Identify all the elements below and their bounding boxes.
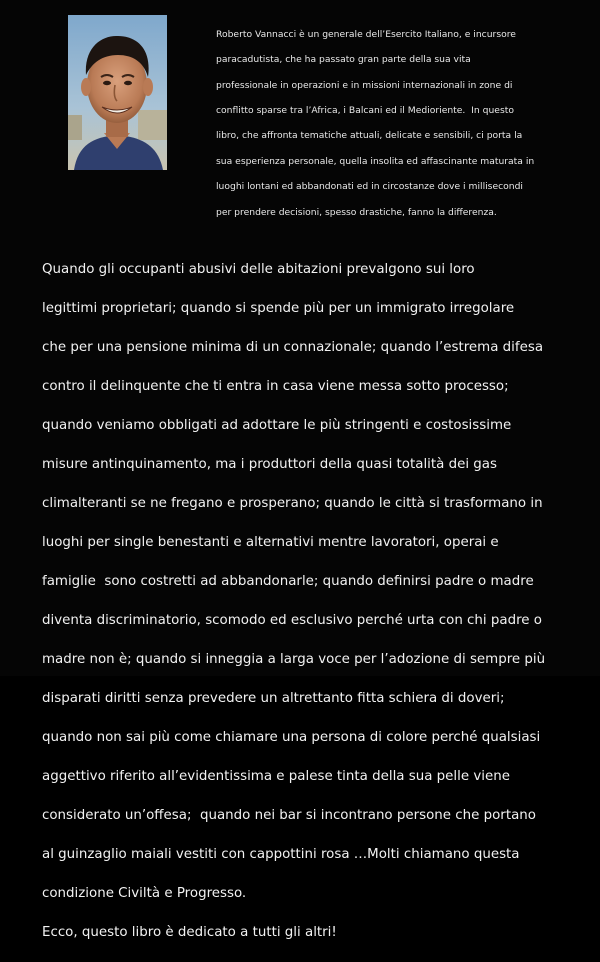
bio-line: libro, che affronta tematiche attuali, delicate e sensibili, ci porta la: [216, 130, 523, 142]
dedication-line: che per una pensione minima di un connazionale; quando l’estrema difesa: [42, 339, 544, 355]
dedication-line: legittimi proprietari; quando si spende più per un immigrato irregolare: [42, 300, 515, 316]
dedication-line: quando non sai più come chiamare una persona di colore perché qualsiasi: [42, 729, 541, 745]
bio-line: sua esperienza personale, quella insolita ed affascinante maturata in: [216, 155, 535, 167]
bio-line: luoghi lontani ed abbandonati ed in circostanze dove i millisecondi: [216, 181, 523, 193]
bio-line: per prendere decisioni, spesso drastiche, fanno la differenza.: [216, 206, 497, 218]
dedication-line: considerato un’offesa; quando nei bar si incontrano persone che portano: [42, 807, 536, 823]
dedication-line: Quando gli occupanti abusivi delle abitazioni prevalgono sui loro: [42, 261, 475, 277]
dedication-line: luoghi per single benestanti e alternativi mentre lavoratori, operai e: [42, 534, 499, 550]
bio-line: conflitto sparse tra l’Africa, i Balcani ed il Medioriente. In questo: [216, 104, 514, 116]
author-bio: [216, 16, 566, 232]
author-portrait-image: [68, 15, 167, 170]
dedication-line: famiglie sono costretti ad abbandonarle; quando definirsi padre o madre: [42, 573, 534, 589]
dedication-line: al guinzaglio maiali vestiti con cappottini rosa …Molti chiamano questa: [42, 846, 520, 862]
bio-line: Roberto Vannacci è un generale dell’Esercito Italiano, e incursore: [216, 28, 516, 40]
dedication-line: contro il delinquente che ti entra in casa viene messa sotto processo;: [42, 378, 509, 394]
bio-line: professionale in operazioni e in missioni internazionali in zone di: [216, 79, 513, 91]
dedication-line: misure antinquinamento, ma i produttori della quasi totalità dei gas: [42, 456, 497, 472]
dedication-line: quando veniamo obbligati ad adottare le più stringenti e costosissime: [42, 417, 512, 433]
dedication-line: climalteranti se ne fregano e prosperano; quando le città si trasformano in: [42, 495, 543, 511]
author-photo: [68, 15, 167, 170]
dedication-line: disparati diritti senza prevedere un altrettanto fitta schiera di doveri;: [42, 690, 505, 706]
dedication-text: [42, 240, 572, 962]
bio-line: paracadutista, che ha passato gran parte della sua vita: [216, 54, 471, 66]
dedication-line: diventa discriminatorio, scomodo ed esclusivo perché urta con chi padre o: [42, 612, 542, 628]
dedication-line: condizione Civiltà e Progresso.: [42, 885, 247, 901]
dedication-line: aggettivo riferito all’evidentissima e palese tinta della sua pelle viene: [42, 768, 510, 784]
dedication-line: madre non è; quando si inneggia a larga voce per l’adozione di sempre più: [42, 651, 546, 667]
dedication-closing-line: Ecco, questo libro è dedicato a tutti gli altri!: [42, 924, 337, 940]
